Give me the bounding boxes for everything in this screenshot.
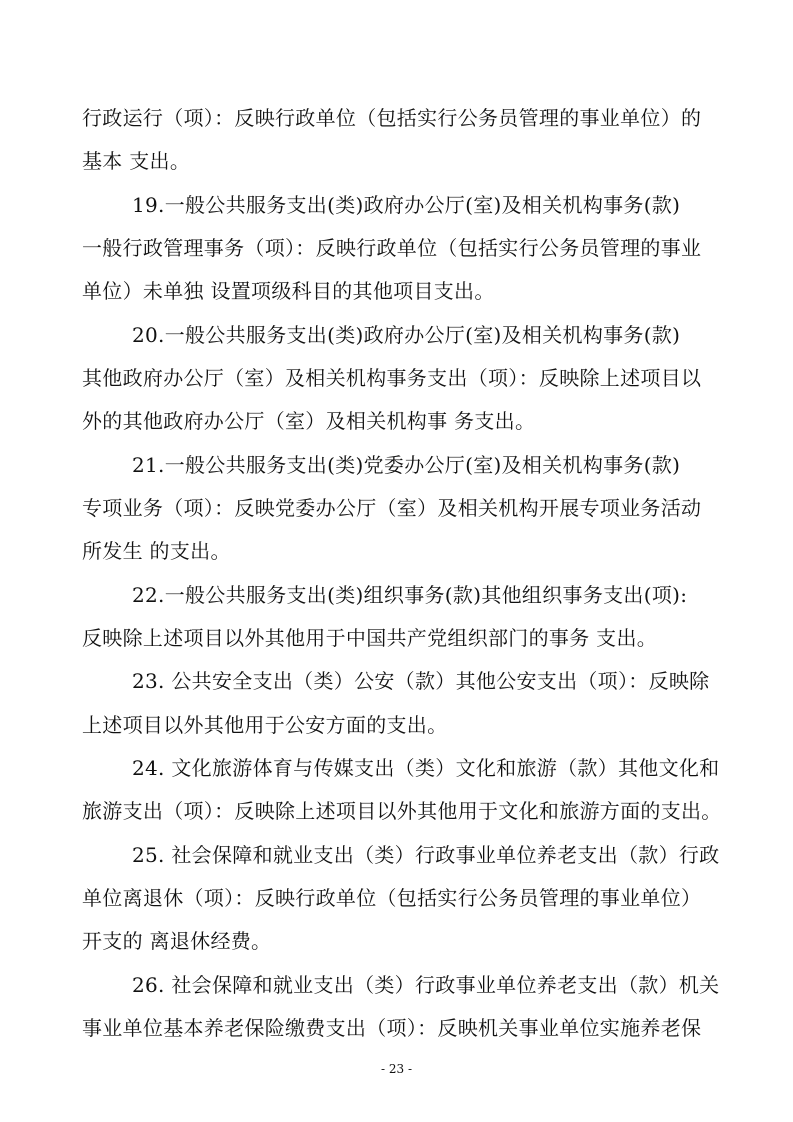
paragraph-22-start: 22.一般公共服务支出(类)组织事务(款)其他组织事务支出(项):: [132, 583, 688, 607]
text-line: 开支的 离退休经费。: [82, 929, 272, 953]
paragraph-25-start: 25. 社会保障和就业支出（类）行政事业单位养老支出（款）行政: [132, 843, 720, 867]
page-number: - 23 -: [380, 1062, 412, 1076]
text-line: 事业单位基本养老保险缴费支出（项）：反映机关事业单位实施养老保: [82, 1016, 702, 1040]
paragraph-24-start: 24. 文化旅游体育与传媒支出（类）文化和旅游（款）其他文化和: [132, 756, 720, 780]
text-line: 基本 支出。: [82, 149, 191, 173]
paragraph-23-start: 23. 公共安全支出（类）公安（款）其他公安支出（项）：反映除: [132, 669, 710, 693]
paragraph-20-start: 20.一般公共服务支出(类)政府办公厅(室)及相关机构事务(款): [132, 323, 681, 347]
text-line: 一般行政管理事务（项）：反映行政单位（包括实行公务员管理的事业: [82, 236, 702, 260]
paragraph-19-start: 19.一般公共服务支出(类)政府办公厅(室)及相关机构事务(款): [132, 193, 681, 217]
text-line: 旅游支出（项）：反映除上述项目以外其他用于文化和旅游方面的支出。: [82, 799, 722, 823]
paragraph-26-start: 26. 社会保障和就业支出（类）行政事业单位养老支出（款）机关: [132, 973, 720, 997]
text-line: 单位离退休（项）：反映行政单位（包括实行公务员管理的事业单位）: [82, 886, 702, 910]
text-line: 行政运行（项）：反映行政单位（包括实行公务员管理的事业单位）的: [82, 106, 702, 130]
text-line: 单位）未单独 设置项级科目的其他项目支出。: [82, 279, 495, 303]
text-line: 上述项目以外其他用于公安方面的支出。: [82, 713, 448, 737]
paragraph-21-start: 21.一般公共服务支出(类)党委办公厅(室)及相关机构事务(款): [132, 453, 681, 477]
text-line: 反映除上述项目以外其他用于中国共产党组织部门的事务 支出。: [82, 626, 658, 650]
text-line: 专项业务（项）：反映党委办公厅（室）及相关机构开展专项业务活动: [82, 496, 702, 520]
text-line: 外的其他政府办公厅（室）及相关机构事 务支出。: [82, 409, 536, 433]
text-line: 所发生 的支出。: [82, 539, 231, 563]
text-line: 其他政府办公厅（室）及相关机构事务支出（项）：反映除上述项目以: [82, 366, 702, 390]
